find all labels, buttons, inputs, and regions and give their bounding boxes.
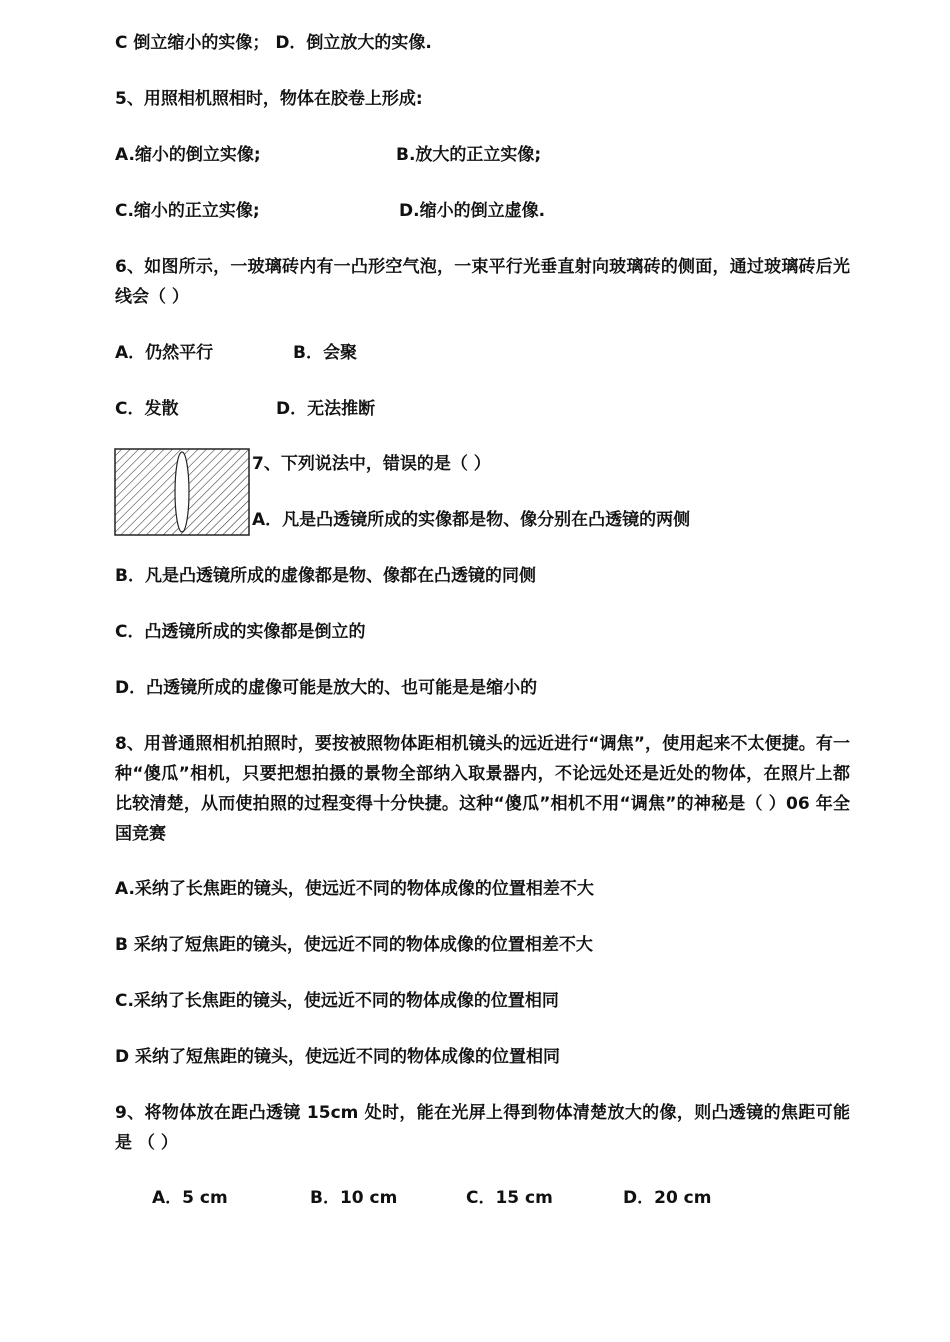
q6-option-a: A．仍然平行 bbox=[115, 343, 214, 363]
q5-option-d: D.缩小的倒立虚像. bbox=[399, 201, 546, 221]
q7-option-a: A．凡是凸透镜所成的实像都是物、像分别在凸透镜的两侧 bbox=[252, 510, 691, 530]
q5-option-c: C.缩小的正立实像; bbox=[115, 201, 260, 221]
q5-option-b: B.放大的正立实像; bbox=[396, 145, 542, 165]
q7-option-d: D．凸透镜所成的虚像可能是放大的、也可能是是缩小的 bbox=[115, 678, 538, 698]
q6-option-c: C．发散 bbox=[115, 399, 179, 419]
q7-option-c: C．凸透镜所成的实像都是倒立的 bbox=[115, 622, 366, 642]
glass-brick-with-convex-air-bubble-icon bbox=[114, 448, 250, 536]
q6-stem: 6、如图所示，一玻璃砖内有一凸形空气泡，一束平行光垂直射向玻璃砖的侧面，通过玻璃砖后光线会（ ） bbox=[115, 257, 850, 307]
q9-stem: 9、将物体放在距凸透镜 15cm 处时，能在光屏上得到物体清楚放大的像，则凸透镜的焦距可能是 （ ） bbox=[115, 1103, 850, 1153]
q7-option-b: B．凡是凸透镜所成的虚像都是物、像都在凸透镜的同侧 bbox=[115, 566, 536, 586]
q5-stem: 5、用照相机照相时，物体在胶卷上形成: bbox=[115, 89, 423, 109]
q8-option-d: D 采纳了短焦距的镜头，使远近不同的物体成像的位置相同 bbox=[115, 1047, 561, 1067]
q9-option-d: D．20 cm bbox=[623, 1188, 712, 1208]
q7-stem: 7、下列说法中，错误的是（ ） bbox=[252, 454, 491, 474]
q6-option-d: D．无法推断 bbox=[276, 399, 376, 419]
q8-option-a: A.采纳了长焦距的镜头，使远近不同的物体成像的位置相差不大 bbox=[115, 879, 594, 899]
q8-stem: 8、用普通照相机拍照时，要按被照物体距相机镜头的远近进行“调焦”，使用起来不太便捷。有一种“傻瓜”相机，只要把想拍摄的景物全部纳入取景器内，不论远处还是近处的物体，在照片上都比较清楚，从而使拍照的过程变得十分快捷。这种“傻瓜”相机不用“调焦”的神秘是（ ）06 年全国竞赛 bbox=[115, 734, 850, 844]
q6-option-b: B．会聚 bbox=[293, 343, 357, 363]
q9-option-c: C．15 cm bbox=[466, 1188, 553, 1208]
q9-option-a: A．5 cm bbox=[152, 1188, 228, 1208]
q5-option-a: A.缩小的倒立实像; bbox=[115, 145, 261, 165]
q9-option-b: B．10 cm bbox=[310, 1188, 398, 1208]
q8-option-b: B 采纳了短焦距的镜头，使远近不同的物体成像的位置相差不大 bbox=[115, 935, 593, 955]
q4-options-c-d: C 倒立缩小的实像； D．倒立放大的实像. bbox=[115, 33, 432, 53]
q8-option-c: C.采纳了长焦距的镜头，使远近不同的物体成像的位置相同 bbox=[115, 991, 559, 1011]
